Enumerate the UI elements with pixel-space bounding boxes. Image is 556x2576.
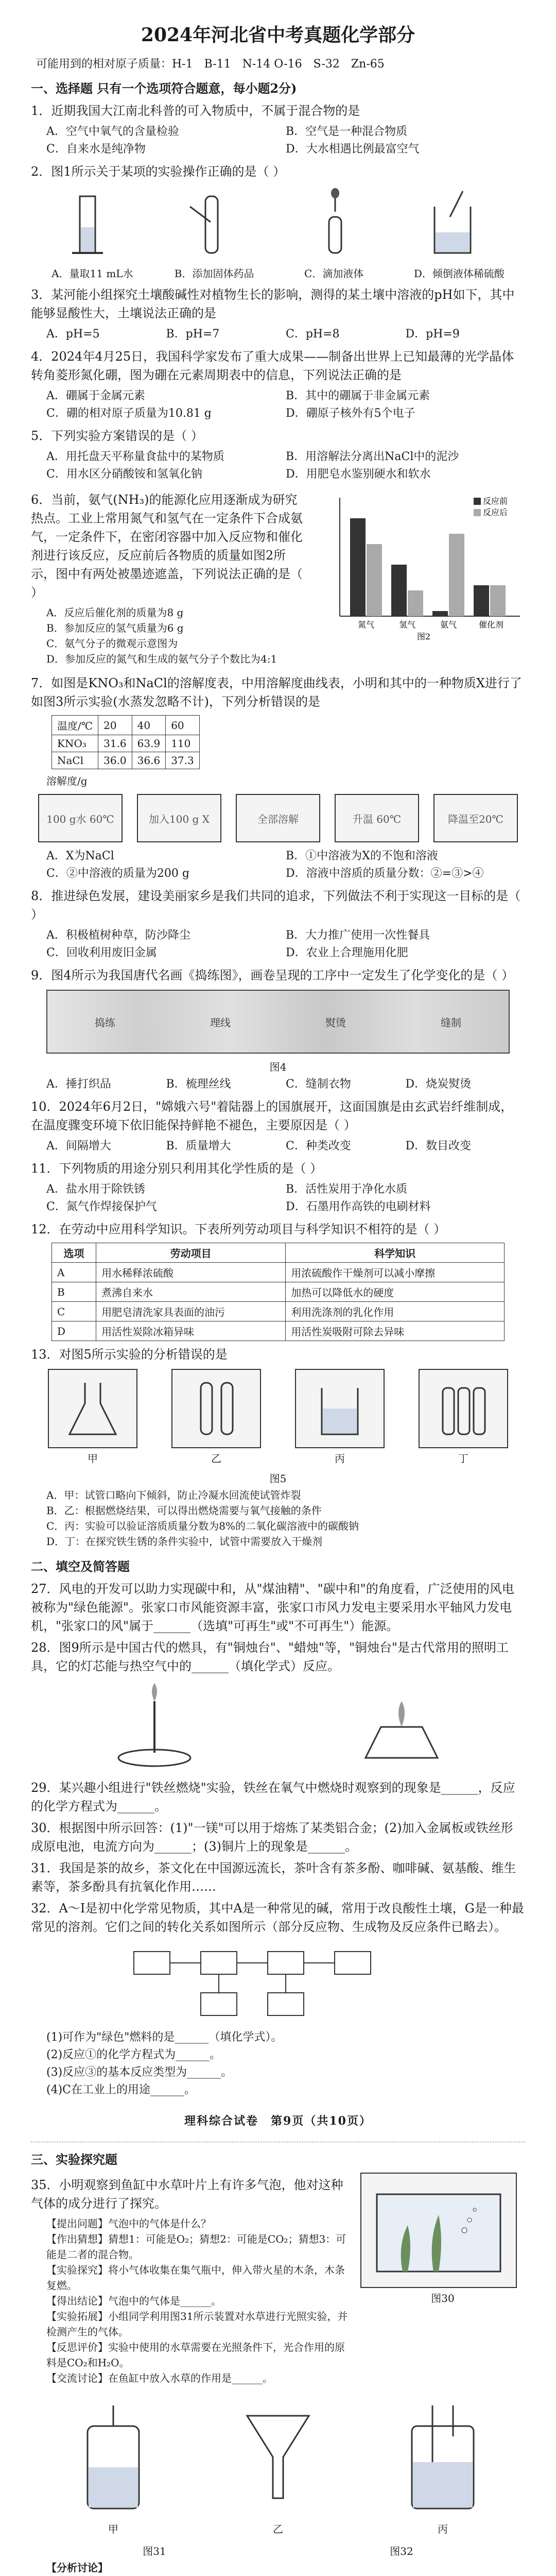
cat-label: 氢气 (399, 620, 416, 630)
option-d: D．参加反应的氮气和生成的氨气分子个数比为4:1 (46, 653, 277, 665)
bar-n2-after (367, 544, 382, 616)
option-b: B．空气是一种混合物质 (286, 125, 408, 138)
option-d: D．pH=9 (405, 328, 460, 341)
option-b: B．参加反应的氢气质量为6 g (46, 622, 184, 634)
option-d: D．大水相遇比例最富空气 (286, 143, 420, 156)
option-d: D．溶液中溶质的质量分数：②=③>④ (286, 867, 484, 880)
q6-block (31, 487, 525, 671)
q11-options (46, 1181, 525, 1216)
bar-cat-before (474, 585, 489, 616)
cat-label: 催化剂 (479, 620, 504, 630)
table-cell: 用肥皂清洗家具表面的油污 (96, 1302, 286, 1321)
section-3-heading: 三、实验探究题 (31, 2152, 117, 2167)
question-7: 7．如图是KNO₃和NaCl的溶解度表，中用溶解度曲线表，小明和其中的一种物质X进行了如图3所示实验(水蒸发忽略不计)，下列分析错误的是 (31, 676, 522, 709)
lamp-icon (345, 1681, 458, 1773)
question-1: 1．近期我国大江南北科普的可入物质中，不属于混合物的是 (31, 104, 360, 118)
beaker-icon (309, 1378, 371, 1439)
labor-table (51, 1243, 505, 1341)
part-text: 【交流讨论】在鱼缸中放入水草的作用是______。 (46, 2372, 273, 2384)
option-b: B．①中溶液为X的不饱和溶液 (286, 850, 438, 862)
figure-label: 丙 (438, 2523, 448, 2535)
option-a: A．盐水用于除铁锈 (46, 1183, 145, 1196)
question-6: 6．当前，氨气(NH₃)的能源化应用逐渐成为研究热点。工业上常用氮气和氢气在一定条件下合成氨气，一定条件下，在密闭容器中加入反应物和催化剂进行该反应，反应前后各物质的质量如图2所示，图中有两处被墨迹遮盖，下列说法正确的是（ ） (31, 493, 303, 600)
q32-subquestions (46, 2029, 525, 2099)
figure-label: 丙 (335, 1452, 345, 1465)
dropper-icon (296, 186, 373, 263)
question-8: 8．推进绿色发展，建设美丽家乡是我们共同的追求，下列做法不利于实现这一目标的是（ ） (31, 889, 521, 922)
part-text: 【实验探究】将小气体收集在集气瓶中，伸入带火星的木条，木条复燃。 (46, 2264, 345, 2292)
step-box: 升温 60℃ (335, 794, 419, 842)
table-cell: 63.9 (132, 735, 166, 752)
option-b: B．乙：根据燃烧结果，可以得出燃烧需要与氧气接触的条件 (46, 1504, 322, 1517)
part-text: 【提出问题】气泡中的气体是什么？ (46, 2217, 211, 2230)
q13-options (46, 1487, 525, 1549)
q1-options (46, 123, 525, 158)
question-28: 28．图9所示是中国古代的燃具，有"铜烛台"、"蜡烛"等，"铜烛台"是古代常用的照明工具，它的灯芯能与热空气中的______（填化学式）反应。 (31, 1640, 509, 1673)
cat-label: 氮气 (358, 620, 375, 630)
figure-label: 丁 (458, 1452, 468, 1465)
option-c: C．②中溶液的质量为200 g (46, 867, 189, 880)
question-9: 9．图4所示为我国唐代名画《捣练图》，画卷呈现的工序中一定发生了化学变化的是（ ） (31, 968, 514, 982)
test-tube-icon (175, 186, 252, 263)
option-b: B．用溶解法分离出NaCl中的泥沙 (286, 450, 459, 463)
option-b: B．质量增大 (166, 1140, 231, 1153)
q2-fig-a: A．量取11 mL水 (51, 186, 133, 280)
figure-caption: 图4 (269, 1061, 287, 1073)
apparatus-image (171, 1369, 261, 1448)
option-a: A．积极植树种草，防沙降尘 (46, 929, 190, 942)
legend-before: 反应前 (483, 496, 508, 506)
part-text: 【实验拓展】小组同学利用图31所示装置对水草进行光照实验，并检测产生的气体。 (46, 2310, 348, 2338)
apparatus-image (295, 1369, 385, 1448)
gas-collection-icon (51, 2395, 175, 2519)
graduated-cylinder-icon (51, 186, 129, 263)
q2-fig-d: D．倾倒液体稀硫酸 (414, 186, 505, 280)
figure-label: 乙 (211, 1452, 221, 1465)
apparatus-image (419, 1369, 508, 1448)
q7-options (46, 848, 525, 883)
option-d: D．烧炭熨烫 (405, 1078, 472, 1091)
lamp-icon (98, 1681, 211, 1773)
sub-question: (2)反应①的化学方程式为______。 (46, 2048, 221, 2061)
option-a: A．空气中氧气的含量检验 (46, 125, 179, 138)
q8-options (46, 927, 525, 962)
analysis-heading: 【分析讨论】 (46, 2562, 108, 2574)
option-c: C．缝制衣物 (286, 1078, 351, 1091)
question-5: 5．下列实验方案错误的是（ ） (31, 429, 203, 443)
option-a: A．甲：试管口略向下倾斜，防止冷凝水回流使试管炸裂 (46, 1489, 301, 1501)
q32-diagram (31, 1941, 525, 2024)
question-4: 4．2024年4月25日，我国科学家发布了重大成果——制备出世界上已知最薄的光学晶体转角菱形氮化硼，图为硼在元素周期表中的信息，下列说法正确的是 (31, 349, 514, 382)
table-cell: 加热可以降低水的硬度 (286, 1282, 505, 1302)
table-cell: 用活性炭吸附可除去异味 (286, 1321, 505, 1341)
table-cell: NaCl (52, 752, 98, 769)
photo-label: 捣练 (95, 1016, 115, 1029)
q9-options (46, 1076, 525, 1093)
page-title: 2024年河北省中考真题化学部分 (141, 24, 415, 46)
table-head-cell: 温度/℃ (52, 716, 98, 735)
option-d: D．数目改变 (405, 1140, 472, 1153)
part-text: 【作出猜想】猜想1：可能是O₂；猜想2：可能是CO₂；猜想3：可能是二者的混合物。 (46, 2233, 346, 2261)
q35-parts (46, 2216, 350, 2386)
bar-n2-before (350, 518, 366, 616)
table-head-cell: 20 (98, 716, 132, 735)
figure-label: 乙 (273, 2523, 283, 2535)
photo-label: 熨烫 (325, 1016, 346, 1029)
option-d: D．农业上合理施用化肥 (286, 946, 408, 959)
table-cell: 110 (166, 735, 200, 752)
table-head-cell: 60 (166, 716, 200, 735)
bar-h2-after (408, 590, 423, 616)
option-a: A．pH=5 (46, 328, 100, 341)
bar-nh3-after (449, 534, 464, 616)
option-c: C．pH=8 (286, 328, 340, 341)
section-2-heading: 二、填空及简答题 (31, 1559, 130, 1574)
analysis-block (46, 2560, 525, 2576)
q6-options (46, 605, 309, 667)
figure-caption: 图32 (390, 2545, 413, 2557)
option-c: C．氮气作焊接保护气 (46, 1200, 157, 1213)
option-c: C．丙：实验可以验证溶质质量分数为8%的二氧化碳溶液中的碳酸钠 (46, 1520, 359, 1532)
beaker-icon (414, 186, 491, 263)
funnel-icon (216, 2395, 340, 2519)
table-head-cell: 劳动项目 (96, 1243, 286, 1263)
aquarium-icon (372, 2184, 506, 2277)
part-text: 【反思评价】实验中使用的水草需要在光照条件下，光合作用的原料是CO₂和H₂O。 (46, 2341, 345, 2369)
figure-caption: 图31 (143, 2545, 166, 2557)
table-cell: C (52, 1302, 96, 1321)
option-b: B．pH=7 (166, 328, 220, 341)
table-head-cell: 选项 (52, 1243, 96, 1263)
step-box: 全部溶解 (236, 794, 320, 842)
sub-question: (4)C在工业上的用途______。 (46, 2083, 196, 2096)
figure-caption: 图30 (431, 2292, 455, 2304)
option-b: B．大力推广使用一次性餐具 (286, 929, 430, 942)
option-c: C．种类改变 (286, 1140, 351, 1153)
question-12: 12．在劳动中应用科学知识。下表所列劳动项目与科学知识不相符的是（ ） (31, 1222, 446, 1236)
option-a: A．用托盘天平称量食盐中的某物质 (46, 450, 224, 463)
sub-question: (3)反应③的基本反应类型为______。 (46, 2066, 233, 2079)
option-a: A．间隔增大 (46, 1140, 111, 1153)
option-c: C．自来水是纯净物 (46, 143, 146, 156)
table-cell: 用活性炭除冰箱异味 (96, 1321, 286, 1341)
option-a: A．捶打织品 (46, 1078, 111, 1091)
question-13: 13．对图5所示实验的分析错误的是 (31, 1347, 228, 1362)
q35-block (31, 2173, 525, 2390)
q2-figures (31, 186, 525, 280)
option-d: D．丁：在探究铁生锈的条件实验中，试管中需要放入干燥剂 (46, 1535, 323, 1548)
table-cell: B (52, 1282, 96, 1302)
table-head-cell: 科学知识 (286, 1243, 505, 1263)
table-cell: 用浓硫酸作干燥剂可以减小摩擦 (286, 1263, 505, 1282)
flask-icon (62, 1378, 124, 1439)
legend-after: 反应后 (483, 507, 508, 517)
painting-image (46, 990, 510, 1054)
bar-nh3-before (432, 611, 448, 616)
bottle-icon (381, 2395, 505, 2519)
option-a: A．X为NaCl (46, 850, 114, 862)
option-d: D．用肥皂水鉴别硬水和软水 (286, 468, 431, 481)
section-1-heading: 一、选择题 只有一个选项符合题意，每小题2分) (31, 81, 297, 96)
option-c: C．回收利用废旧金属 (46, 946, 157, 959)
cat-label: 氨气 (440, 620, 457, 630)
q5-options (46, 448, 525, 483)
question-27: 27．风电的开发可以助力实现碳中和，从"煤油精"、"碳中和"的角度看，广泛使用的风电被称为"绿色能源"。张家口市风能资源丰富，张家口市风力发电主要采用水平轴风力发电机，"张家口的风"属于______（选填"可再生"或"不可再生"）能源。 (31, 1582, 514, 1633)
q10-options (46, 1138, 525, 1155)
bar-h2-before (391, 565, 407, 616)
solubility-table (51, 715, 200, 769)
option-c: C．氨气分子的微观示意图为 (46, 637, 178, 650)
question-29: 29．某兴趣小组进行"铁丝燃烧"实验，铁丝在氧气中燃烧时观察到的现象是______，反应的化学方程式为______。 (31, 1781, 515, 1814)
figure-label: 甲 (88, 1452, 98, 1465)
question-11: 11．下列物质的用途分别只利用其化学性质的是（ ） (31, 1161, 323, 1176)
apparatus-image (48, 1369, 137, 1448)
option-b: B．其中的硼属于非金属元素 (286, 389, 430, 402)
table-cell: 利用洗涤剂的乳化作用 (286, 1302, 505, 1321)
table-cell: A (52, 1263, 96, 1282)
option-d: D．石墨用作高铁的电刷材料 (286, 1200, 431, 1213)
nail-icon (432, 1378, 494, 1439)
q3-options (46, 326, 525, 343)
q2-fig-c: C．滴加液体 (296, 186, 373, 280)
table-cell: 37.3 (166, 752, 200, 769)
option-a: A．硼属于金属元素 (46, 389, 145, 402)
option-d: D．硼原子核外有5个电子 (286, 407, 415, 420)
atomic-masses: 可能用到的相对原子质量：H-1 B-11 N-14 O-16 S-32 Zn-65 (36, 58, 385, 71)
option-b: B．活性炭用于净化水质 (286, 1183, 408, 1196)
option-c: C．硼的相对原子质量为10.81 g (46, 407, 212, 420)
bar-cat-after (490, 585, 506, 616)
photo-label: 缝制 (441, 1016, 461, 1029)
option-c: C．用水区分硝酸铵和氢氧化钠 (46, 468, 202, 481)
step-box: 100 g水 60℃ (38, 794, 123, 842)
figure-caption: 图2 (417, 632, 431, 641)
q28-figure (31, 1681, 525, 1773)
conversion-diagram (124, 1941, 432, 2024)
q6-bar-chart (319, 487, 525, 642)
solubility-label: 溶解度/g (46, 775, 88, 787)
question-3: 3．某河能小组探究土壤酸碱性对植物生长的影响，测得的某土壤中溶液的pH如下，其中能够显酸性大，土壤说法正确的是 (31, 287, 515, 320)
q7-process-figure (31, 794, 525, 842)
question-10: 10．2024年6月2日，"嫦娥六号"着陆器上的国旗展开，这面国旗是由玄武岩纤维制成，在温度骤变环境下依旧能保持鲜艳不褪色，主要原因是（ ） (31, 1099, 513, 1132)
table-cell: 36.6 (132, 752, 166, 769)
question-31: 31．我国是茶的故乡，茶文化在中国源远流长，茶叶含有茶多酚、咖啡碱、氨基酸、维生素等，茶多酚具有抗氧化作用…… (31, 1861, 516, 1894)
table-cell: KNO₃ (52, 735, 98, 752)
question-35: 35．小明观察到鱼缸中水草叶片上有许多气泡，他对这种气体的成分进行了探究。 (31, 2178, 343, 2211)
step-box: 降温至20℃ (433, 794, 518, 842)
question-32: 32．A～I是初中化学常见物质，其中A是一种常见的碱，常用于改良酸性土壤，G是一种最常见的溶剂。它们之间的转化关系如图所示（部分反应物、生成物及反应条件已略去）。 (31, 1901, 524, 1934)
sub-question: (1)可作为"绿色"燃料的是______（填化学式）。 (46, 2031, 283, 2044)
photo-label: 理线 (210, 1016, 231, 1029)
option-a: A．反应后催化剂的质量为8 g (46, 606, 184, 619)
table-cell: 31.6 (98, 735, 132, 752)
q2-fig-b: B．添加固体药品 (175, 186, 254, 280)
page-footer: 理科综合试卷 第9页（共10页） (184, 2114, 372, 2128)
table-cell: D (52, 1321, 96, 1341)
test-tube-icon (185, 1378, 247, 1439)
aquarium-image (360, 2173, 517, 2288)
table-head-cell: 40 (132, 716, 166, 735)
q6-chart (319, 487, 525, 671)
figure-caption: 图5 (269, 1472, 287, 1485)
table-cell: 用水稀释浓硫酸 (96, 1263, 286, 1282)
option-b: B．梳理丝线 (166, 1078, 231, 1091)
table-cell: 煮沸自来水 (96, 1282, 286, 1302)
step-box: 加入100 g X (137, 794, 221, 842)
q35-apparatus (31, 2395, 525, 2536)
table-cell: 36.0 (98, 752, 132, 769)
question-2: 2．图1所示关于某项的实验操作正确的是（ ） (31, 164, 286, 179)
part-text: 【得出结论】气泡中的气体是______。 (46, 2295, 221, 2307)
q4-options (46, 387, 525, 422)
question-30: 30．根据图中所示回答：(1)"一镁"可以用于熔炼了某类铝合金；(2)加入金属板或铁丝形成原电池，电流方向为______；(3)铜片上的现象是______。 (31, 1821, 513, 1854)
figure-label: 甲 (108, 2523, 118, 2535)
q13-figures (31, 1369, 525, 1465)
